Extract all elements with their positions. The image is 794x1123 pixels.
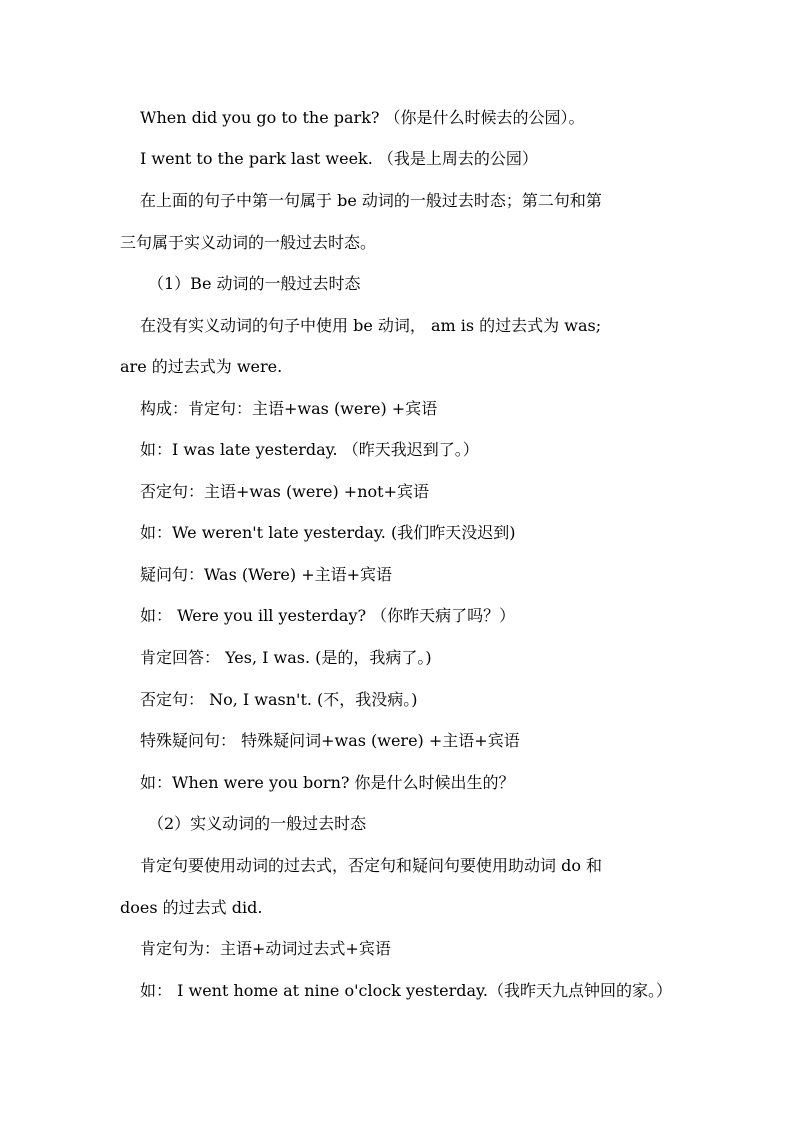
text-line: 肯定句为：主语+动词过去式+宾语 (140, 939, 391, 958)
text-line: 三句属于实义动词的一般过去时态。 (120, 233, 377, 252)
text-line: 否定句： No, I wasn't. (不，我没病。) (140, 690, 418, 709)
text-line: 构成：肯定句：主语+was (were) +宾语 (140, 399, 438, 418)
text-line: 肯定回答： Yes, I was. (是的，我病了。) (140, 648, 432, 667)
text-line: 如：We weren't late yesterday. (我们昨天没迟到) (140, 523, 516, 542)
text-line: are 的过去式为 were. (120, 357, 283, 376)
text-line: 在上面的句子中第一句属于 be 动词的一般过去时态；第二句和第 (140, 191, 602, 210)
text-line: I went to the park last week. （我是上周去的公园） (140, 149, 538, 168)
text-line: 否定句：主语+was (were) +not+宾语 (140, 482, 429, 501)
text-line: 特殊疑问句： 特殊疑问词+was (were) +主语+宾语 (140, 731, 520, 750)
text-line: 如： I went home at nine o'clock yesterday.（我昨天九点钟回的家。） (140, 981, 673, 1000)
text-line: 肯定句要使用动词的过去式，否定句和疑问句要使用助动词 do 和 (140, 856, 603, 875)
section-heading: （2）实义动词的一般过去时态 (148, 814, 367, 833)
text-line: 如：I was late yesterday. （昨天我迟到了。） (140, 440, 479, 459)
text-line: does 的过去式 did. (120, 898, 263, 917)
text-line: 如： Were you ill yesterday? （你昨天病了吗？） (140, 606, 516, 625)
text-line: 在没有实义动词的句子中使用 be 动词， am is 的过去式为 was; (140, 316, 602, 335)
text-line: 疑问句：Was (Were) +主语+宾语 (140, 565, 393, 584)
section-heading: （1）Be 动词的一般过去时态 (148, 274, 361, 293)
text-line: 如：When were you born? 你是什么时候出生的？ (140, 773, 515, 792)
text-line: When did you go to the park? （你是什么时候去的公园）。 (140, 108, 585, 127)
